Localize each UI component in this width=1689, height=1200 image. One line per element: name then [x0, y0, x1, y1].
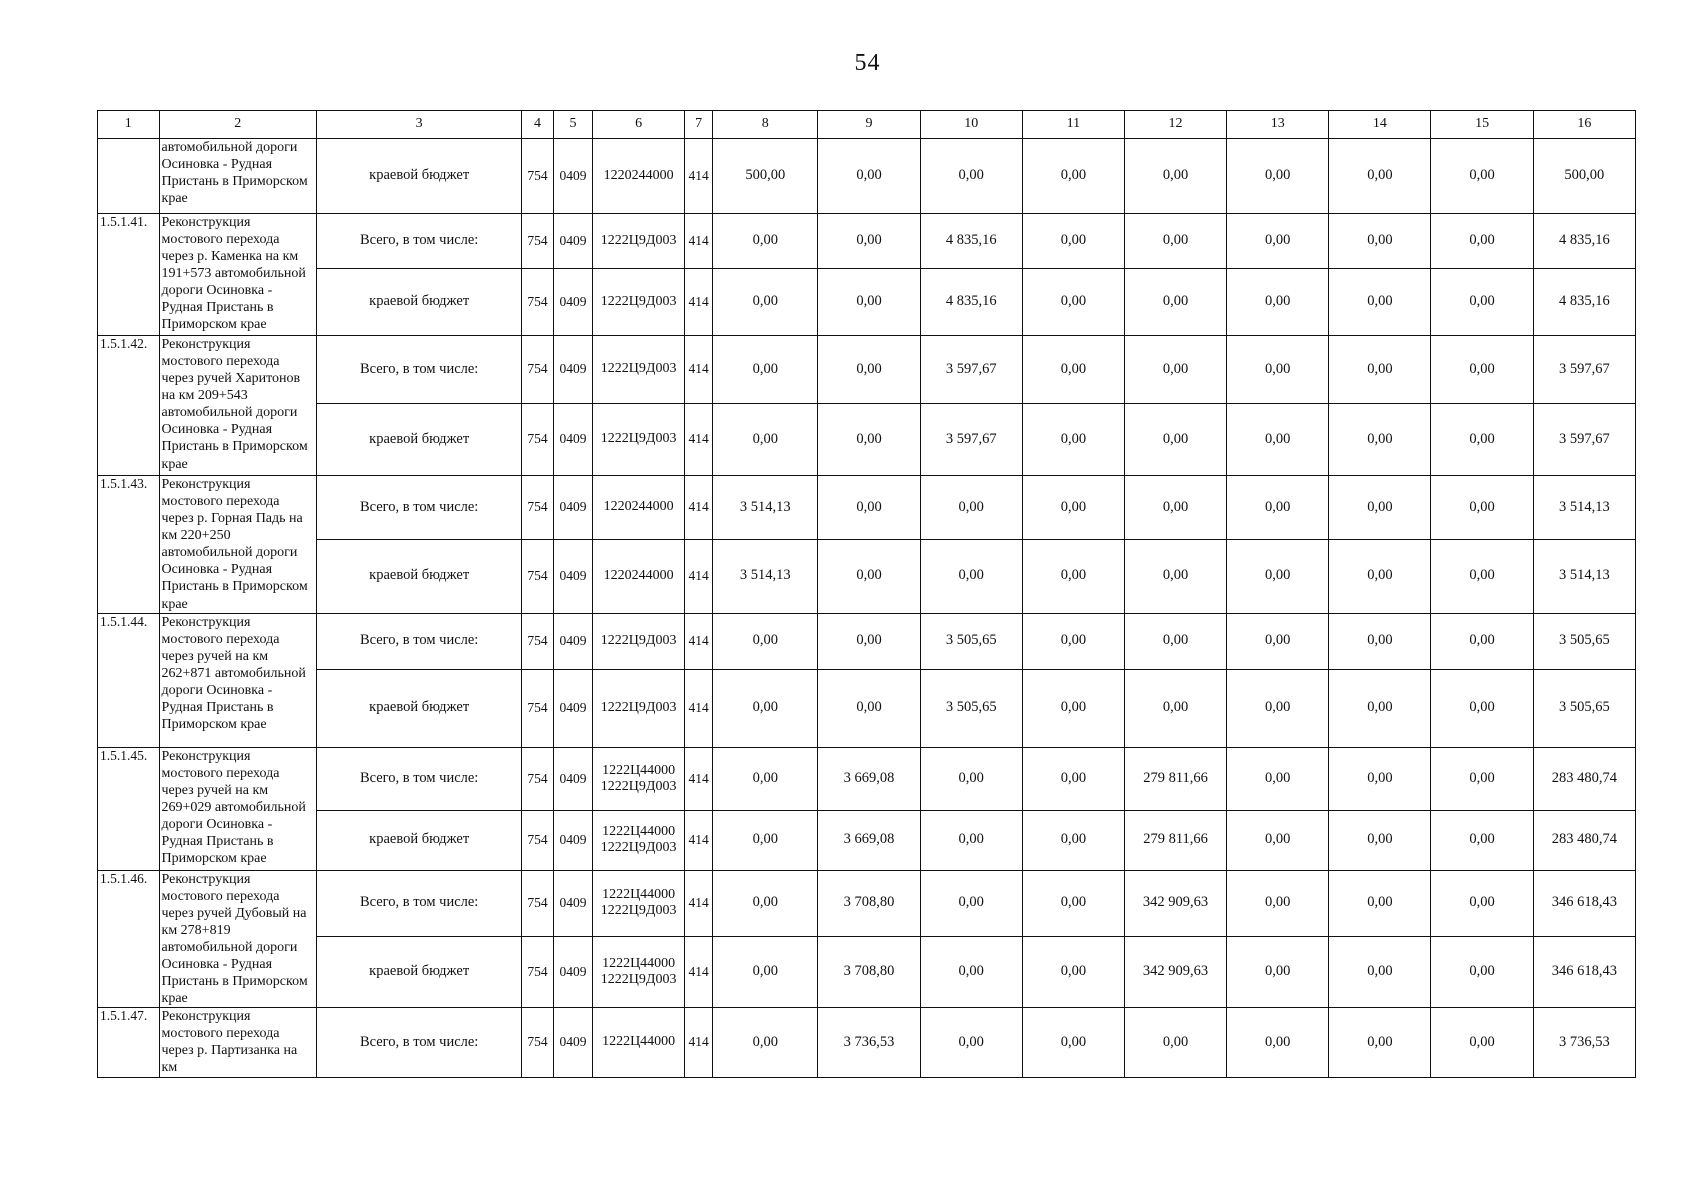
- section-code: 0409: [553, 870, 593, 936]
- column-header: 12: [1124, 111, 1226, 139]
- year-value: 4 835,16: [920, 214, 1022, 269]
- year-value: 0,00: [1431, 269, 1533, 336]
- year-value: 342 909,63: [1124, 936, 1226, 1008]
- grbs-code: 754: [522, 139, 553, 214]
- year-value: 0,00: [818, 336, 920, 404]
- table-body: [98, 139, 1636, 1078]
- column-number-row: [98, 111, 1636, 139]
- year-value: 0,00: [1329, 336, 1431, 404]
- year-value: 0,00: [1227, 1008, 1329, 1077]
- year-value: 0,00: [1431, 936, 1533, 1008]
- target-article-code: [593, 404, 685, 476]
- column-header: 2: [159, 111, 316, 139]
- year-value: 342 909,63: [1124, 870, 1226, 936]
- article-code: 1222Ц44000: [602, 762, 676, 778]
- column-header: 11: [1022, 111, 1124, 139]
- article-code: 1222Ц9Д003: [600, 361, 677, 377]
- expense-type-code: 414: [685, 936, 713, 1008]
- target-article-code: [593, 214, 685, 269]
- article-code: 1222Ц44000: [602, 955, 676, 971]
- year-value: 0,00: [920, 936, 1022, 1008]
- year-value: 0,00: [713, 870, 818, 936]
- article-code: 1220244000: [603, 568, 674, 584]
- column-header: 4: [522, 111, 553, 139]
- column-header: 3: [316, 111, 521, 139]
- year-value: 0,00: [818, 404, 920, 476]
- expense-type-code: 414: [685, 613, 713, 669]
- year-value: 0,00: [1227, 404, 1329, 476]
- year-value: 0,00: [1329, 747, 1431, 810]
- year-value: 3 505,65: [920, 613, 1022, 669]
- year-value: 0,00: [1431, 214, 1533, 269]
- expense-type-code: 414: [685, 870, 713, 936]
- item-number: [98, 139, 160, 214]
- funding-source: краевой бюджет: [316, 669, 521, 747]
- year-value: 0,00: [713, 747, 818, 810]
- funding-source: краевой бюджет: [316, 539, 521, 613]
- table-row: [98, 214, 1636, 269]
- grbs-code: 754: [522, 810, 553, 870]
- funding-source: Всего, в том числе:: [316, 1008, 521, 1077]
- target-article-code: [593, 936, 685, 1008]
- year-value: 0,00: [1329, 810, 1431, 870]
- article-code: 1222Ц9Д003: [600, 903, 677, 919]
- table-row: [98, 139, 1636, 214]
- column-header: 16: [1533, 111, 1635, 139]
- year-value: 0,00: [1329, 870, 1431, 936]
- item-description: Реконструкция мостового перехода через р. Каменка на км 191+573 автомобильной дороги Осиновка - Рудная Пристань в Приморском крае: [159, 214, 316, 336]
- total-value: 4 835,16: [1533, 269, 1635, 336]
- funding-source: краевой бюджет: [316, 810, 521, 870]
- year-value: 0,00: [1124, 1008, 1226, 1077]
- article-code: 1222Ц9Д003: [600, 778, 677, 794]
- expense-type-code: 414: [685, 139, 713, 214]
- expense-type-code: 414: [685, 669, 713, 747]
- column-header: 13: [1227, 111, 1329, 139]
- year-value: 0,00: [1431, 336, 1533, 404]
- total-value: 283 480,74: [1533, 747, 1635, 810]
- item-description: Реконструкция мостового перехода через ручей Дубовый на км 278+819 автомобильной дороги Осиновка - Рудная Пристань в Приморском крае: [159, 870, 316, 1008]
- article-code: 1222Ц44000: [602, 824, 676, 840]
- year-value: 0,00: [1022, 214, 1124, 269]
- grbs-code: 754: [522, 404, 553, 476]
- item-description: Реконструкция мостового перехода через ручей на км 262+871 автомобильной дороги Осиновка - Рудная Пристань в Приморском крае: [159, 613, 316, 747]
- target-article-code: [593, 476, 685, 540]
- year-value: 0,00: [713, 404, 818, 476]
- year-value: 0,00: [1431, 747, 1533, 810]
- year-value: 0,00: [1227, 613, 1329, 669]
- article-code: 1222Ц9Д003: [600, 971, 677, 987]
- year-value: 0,00: [818, 539, 920, 613]
- year-value: 0,00: [1227, 539, 1329, 613]
- year-value: 0,00: [713, 669, 818, 747]
- year-value: 0,00: [1124, 669, 1226, 747]
- year-value: 0,00: [1329, 669, 1431, 747]
- page-number: 54: [854, 50, 881, 76]
- year-value: 0,00: [1022, 539, 1124, 613]
- grbs-code: 754: [522, 214, 553, 269]
- year-value: 0,00: [1022, 810, 1124, 870]
- article-code: 1222Ц9Д003: [600, 232, 677, 248]
- section-code: 0409: [553, 669, 593, 747]
- total-value: 3 597,67: [1533, 404, 1635, 476]
- year-value: 0,00: [818, 269, 920, 336]
- year-value: 279 811,66: [1124, 747, 1226, 810]
- year-value: 0,00: [1124, 139, 1226, 214]
- year-value: 0,00: [1124, 539, 1226, 613]
- target-article-code: [593, 747, 685, 810]
- grbs-code: 754: [522, 269, 553, 336]
- year-value: 0,00: [1022, 269, 1124, 336]
- year-value: 0,00: [1431, 810, 1533, 870]
- year-value: 0,00: [1431, 1008, 1533, 1077]
- year-value: 0,00: [1022, 476, 1124, 540]
- year-value: 0,00: [920, 539, 1022, 613]
- year-value: 3 736,53: [818, 1008, 920, 1077]
- expense-type-code: 414: [685, 404, 713, 476]
- item-description: Реконструкция мостового перехода через ручей на км 269+029 автомобильной дороги Осиновка - Рудная Пристань в Приморском крае: [159, 747, 316, 870]
- section-code: 0409: [553, 613, 593, 669]
- article-code: 1222Ц44000: [602, 886, 676, 902]
- target-article-code: [593, 613, 685, 669]
- year-value: 0,00: [1227, 269, 1329, 336]
- table-row: [98, 747, 1636, 810]
- table-row: [98, 669, 1636, 747]
- year-value: 0,00: [1227, 476, 1329, 540]
- expense-type-code: 414: [685, 336, 713, 404]
- grbs-code: 754: [522, 539, 553, 613]
- funding-source: Всего, в том числе:: [316, 476, 521, 540]
- section-code: 0409: [553, 404, 593, 476]
- expense-type-code: 414: [685, 476, 713, 540]
- funding-source: краевой бюджет: [316, 139, 521, 214]
- funding-source: краевой бюджет: [316, 269, 521, 336]
- year-value: 0,00: [1431, 139, 1533, 214]
- year-value: 0,00: [1022, 1008, 1124, 1077]
- year-value: 4 835,16: [920, 269, 1022, 336]
- article-code: 1222Ц9Д003: [600, 633, 677, 649]
- item-number: 1.5.1.44.: [98, 613, 160, 747]
- year-value: 0,00: [1124, 404, 1226, 476]
- funding-source: краевой бюджет: [316, 936, 521, 1008]
- table-row: [98, 336, 1636, 404]
- year-value: 0,00: [818, 613, 920, 669]
- year-value: 3 669,08: [818, 747, 920, 810]
- year-value: 0,00: [1431, 870, 1533, 936]
- grbs-code: 754: [522, 870, 553, 936]
- year-value: 3 708,80: [818, 870, 920, 936]
- funding-source: Всего, в том числе:: [316, 747, 521, 810]
- section-code: 0409: [553, 810, 593, 870]
- year-value: 0,00: [1022, 870, 1124, 936]
- total-value: 346 618,43: [1533, 870, 1635, 936]
- year-value: 0,00: [1227, 336, 1329, 404]
- item-description: Реконструкция мостового перехода через р. Партизанка на км: [159, 1008, 316, 1077]
- article-code: 1222Ц9Д003: [600, 840, 677, 856]
- column-header: 6: [593, 111, 685, 139]
- expense-type-code: 414: [685, 747, 713, 810]
- year-value: 0,00: [1227, 214, 1329, 269]
- year-value: 0,00: [818, 214, 920, 269]
- year-value: 0,00: [1022, 936, 1124, 1008]
- grbs-code: 754: [522, 336, 553, 404]
- year-value: 0,00: [1124, 613, 1226, 669]
- table-row: [98, 269, 1636, 336]
- year-value: 0,00: [1329, 936, 1431, 1008]
- section-code: 0409: [553, 139, 593, 214]
- year-value: 0,00: [1124, 336, 1226, 404]
- year-value: 3 514,13: [713, 476, 818, 540]
- year-value: 3 708,80: [818, 936, 920, 1008]
- funding-source: Всего, в том числе:: [316, 214, 521, 269]
- budget-table: [97, 110, 1636, 1078]
- year-value: 0,00: [920, 810, 1022, 870]
- year-value: 0,00: [818, 139, 920, 214]
- section-code: 0409: [553, 336, 593, 404]
- year-value: 0,00: [1022, 613, 1124, 669]
- table-row: [98, 1008, 1636, 1077]
- table-row: [98, 404, 1636, 476]
- year-value: 0,00: [1022, 404, 1124, 476]
- column-header: 10: [920, 111, 1022, 139]
- total-value: 346 618,43: [1533, 936, 1635, 1008]
- year-value: 0,00: [1227, 747, 1329, 810]
- year-value: 0,00: [713, 936, 818, 1008]
- year-value: 279 811,66: [1124, 810, 1226, 870]
- year-value: 0,00: [713, 214, 818, 269]
- table-row: [98, 539, 1636, 613]
- total-value: 3 597,67: [1533, 336, 1635, 404]
- column-header: 15: [1431, 111, 1533, 139]
- year-value: 0,00: [1329, 404, 1431, 476]
- grbs-code: 754: [522, 669, 553, 747]
- year-value: 0,00: [1124, 269, 1226, 336]
- target-article-code: [593, 669, 685, 747]
- year-value: 0,00: [1329, 214, 1431, 269]
- year-value: 0,00: [1329, 476, 1431, 540]
- total-value: 4 835,16: [1533, 214, 1635, 269]
- year-value: 0,00: [1431, 669, 1533, 747]
- section-code: 0409: [553, 936, 593, 1008]
- table-row: [98, 936, 1636, 1008]
- year-value: 0,00: [1022, 139, 1124, 214]
- item-description: Реконструкция мостового перехода через ручей Харитонов на км 209+543 автомобильной дороги Осиновка - Рудная Пристань в Приморском крае: [159, 336, 316, 476]
- year-value: 0,00: [713, 810, 818, 870]
- target-article-code: [593, 810, 685, 870]
- year-value: 0,00: [1227, 669, 1329, 747]
- year-value: 0,00: [1431, 539, 1533, 613]
- target-article-code: [593, 269, 685, 336]
- year-value: 0,00: [1227, 870, 1329, 936]
- expense-type-code: 414: [685, 214, 713, 269]
- target-article-code: [593, 1008, 685, 1077]
- year-value: 0,00: [1329, 1008, 1431, 1077]
- year-value: 3 514,13: [713, 539, 818, 613]
- year-value: 0,00: [1329, 269, 1431, 336]
- total-value: 500,00: [1533, 139, 1635, 214]
- grbs-code: 754: [522, 476, 553, 540]
- item-number: 1.5.1.43.: [98, 476, 160, 614]
- column-header: 9: [818, 111, 920, 139]
- column-header: 7: [685, 111, 713, 139]
- year-value: 0,00: [1022, 336, 1124, 404]
- section-code: 0409: [553, 539, 593, 613]
- article-code: 1222Ц9Д003: [600, 431, 677, 447]
- total-value: 3 505,65: [1533, 669, 1635, 747]
- grbs-code: 754: [522, 747, 553, 810]
- year-value: 0,00: [920, 747, 1022, 810]
- year-value: 3 597,67: [920, 404, 1022, 476]
- item-number: 1.5.1.45.: [98, 747, 160, 870]
- table-row: [98, 870, 1636, 936]
- year-value: 0,00: [1431, 476, 1533, 540]
- total-value: 3 505,65: [1533, 613, 1635, 669]
- item-number: 1.5.1.46.: [98, 870, 160, 1008]
- year-value: 0,00: [713, 269, 818, 336]
- table-row: [98, 613, 1636, 669]
- section-code: 0409: [553, 214, 593, 269]
- article-code: 1220244000: [603, 167, 674, 183]
- year-value: 3 669,08: [818, 810, 920, 870]
- year-value: 0,00: [1329, 613, 1431, 669]
- item-number: 1.5.1.42.: [98, 336, 160, 476]
- column-header: 8: [713, 111, 818, 139]
- target-article-code: [593, 870, 685, 936]
- year-value: 0,00: [920, 870, 1022, 936]
- funding-source: Всего, в том числе:: [316, 336, 521, 404]
- target-article-code: [593, 539, 685, 613]
- expense-type-code: 414: [685, 269, 713, 336]
- funding-source: Всего, в том числе:: [316, 613, 521, 669]
- grbs-code: 754: [522, 1008, 553, 1077]
- expense-type-code: 414: [685, 810, 713, 870]
- grbs-code: 754: [522, 936, 553, 1008]
- article-code: 1220244000: [603, 499, 674, 515]
- item-number: 1.5.1.47.: [98, 1008, 160, 1077]
- article-code: 1222Ц9Д003: [600, 293, 677, 309]
- year-value: 0,00: [1124, 476, 1226, 540]
- year-value: 0,00: [920, 476, 1022, 540]
- item-description: автомобильной дороги Осиновка - Рудная Пристань в Приморском крае: [159, 139, 316, 214]
- funding-source: Всего, в том числе:: [316, 870, 521, 936]
- section-code: 0409: [553, 269, 593, 336]
- year-value: 3 505,65: [920, 669, 1022, 747]
- year-value: 3 597,67: [920, 336, 1022, 404]
- year-value: 0,00: [1227, 810, 1329, 870]
- column-header: 1: [98, 111, 160, 139]
- year-value: 0,00: [1227, 139, 1329, 214]
- year-value: 500,00: [713, 139, 818, 214]
- total-value: 3 514,13: [1533, 476, 1635, 540]
- year-value: 0,00: [1329, 539, 1431, 613]
- section-code: 0409: [553, 1008, 593, 1077]
- year-value: 0,00: [713, 336, 818, 404]
- grbs-code: 754: [522, 613, 553, 669]
- expense-type-code: 414: [685, 539, 713, 613]
- year-value: 0,00: [1124, 214, 1226, 269]
- section-code: 0409: [553, 476, 593, 540]
- year-value: 0,00: [920, 1008, 1022, 1077]
- year-value: 0,00: [1227, 936, 1329, 1008]
- year-value: 0,00: [920, 139, 1022, 214]
- article-code: 1222Ц9Д003: [600, 700, 677, 716]
- year-value: 0,00: [713, 613, 818, 669]
- table-row: [98, 476, 1636, 540]
- year-value: 0,00: [1329, 139, 1431, 214]
- section-code: 0409: [553, 747, 593, 810]
- funding-source: краевой бюджет: [316, 404, 521, 476]
- year-value: 0,00: [818, 669, 920, 747]
- year-value: 0,00: [1431, 404, 1533, 476]
- year-value: 0,00: [1431, 613, 1533, 669]
- total-value: 3 514,13: [1533, 539, 1635, 613]
- target-article-code: [593, 139, 685, 214]
- total-value: 283 480,74: [1533, 810, 1635, 870]
- column-header: 14: [1329, 111, 1431, 139]
- year-value: 0,00: [1022, 669, 1124, 747]
- table-row: [98, 810, 1636, 870]
- year-value: 0,00: [713, 1008, 818, 1077]
- expense-type-code: 414: [685, 1008, 713, 1077]
- item-description: Реконструкция мостового перехода через р. Горная Падь на км 220+250 автомобильной дороги Осиновка - Рудная Пристань в Приморском крае: [159, 476, 316, 614]
- total-value: 3 736,53: [1533, 1008, 1635, 1077]
- target-article-code: [593, 336, 685, 404]
- year-value: 0,00: [1022, 747, 1124, 810]
- article-code: 1222Ц44000: [602, 1034, 676, 1050]
- year-value: 0,00: [818, 476, 920, 540]
- item-number: 1.5.1.41.: [98, 214, 160, 336]
- column-header: 5: [553, 111, 593, 139]
